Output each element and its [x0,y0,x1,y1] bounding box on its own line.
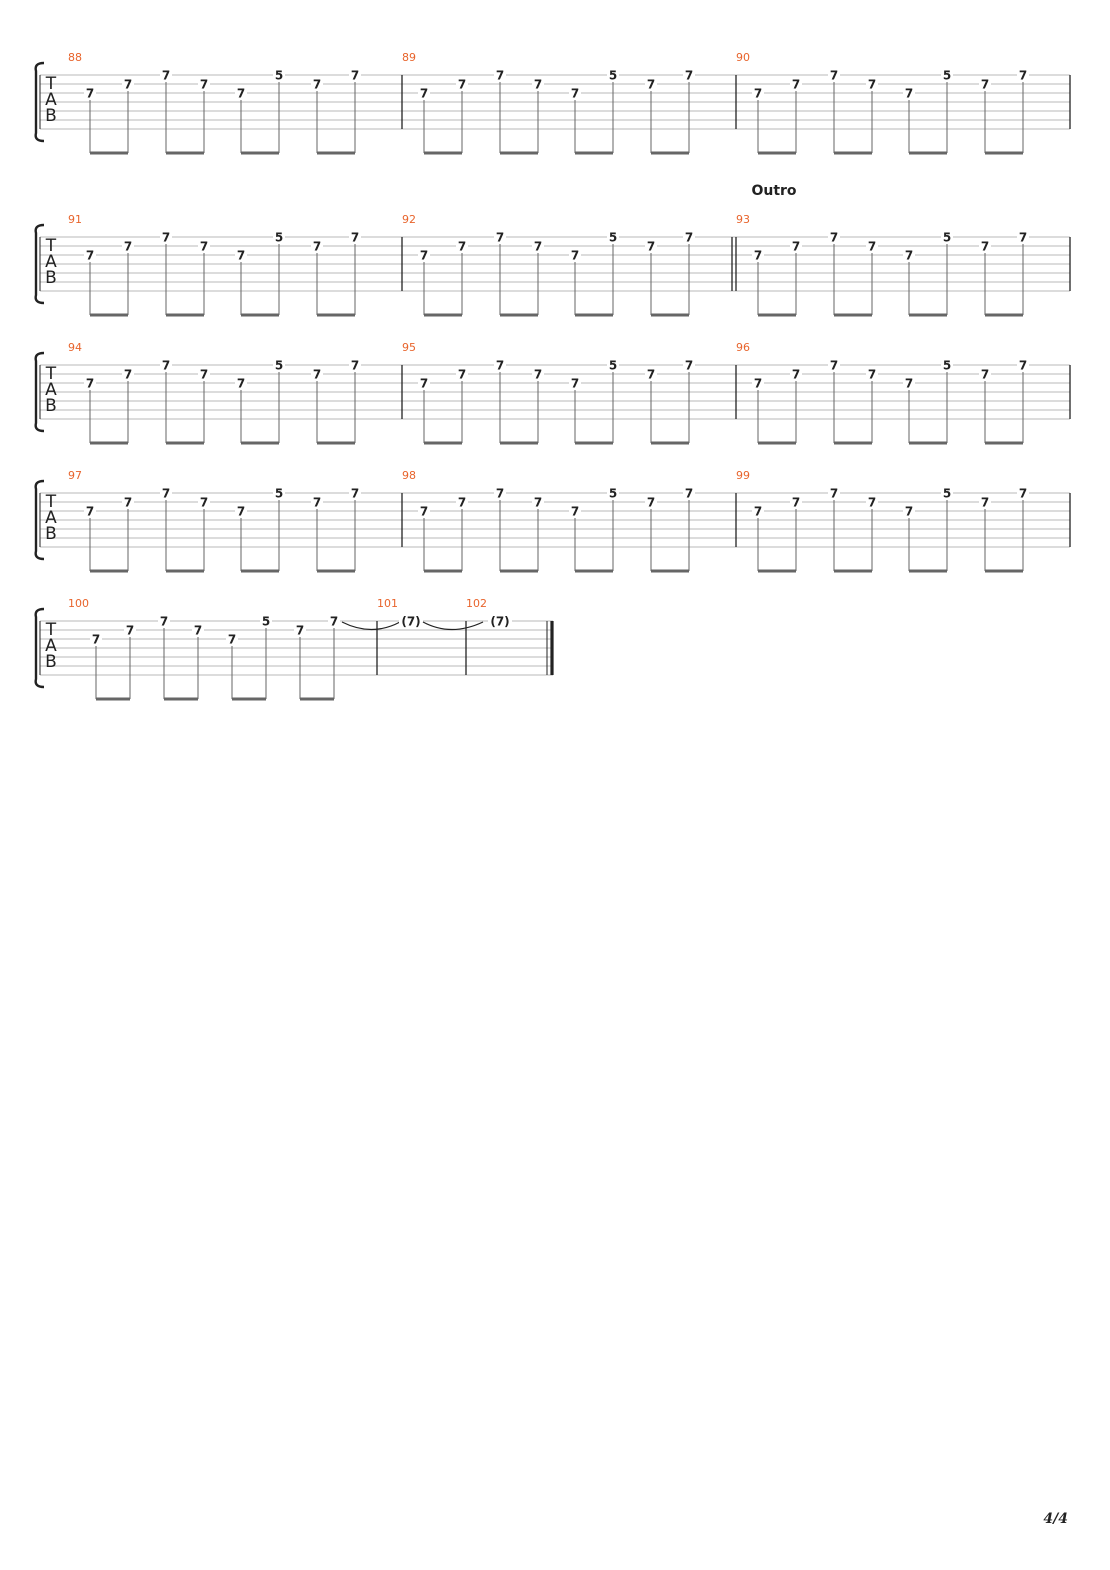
fret-number: 5 [942,486,952,501]
fret-number: 7 [904,504,914,519]
fret-number: 7 [236,376,246,391]
systems-layer [36,51,1070,699]
measure-number: 90 [736,51,750,64]
fret-number: 7 [1018,358,1028,373]
fret-number: 7 [980,367,990,382]
fret-number: 5 [608,358,618,373]
fret-number: 7 [161,68,171,83]
fret-number: 7 [161,358,171,373]
fret-number: 7 [829,486,839,501]
measure-number: 102 [466,597,487,610]
fret-number: 7 [904,248,914,263]
fret-number: 7 [533,495,543,510]
fret-number: 7 [495,68,505,83]
fret-number: 7 [457,239,467,254]
fret-number: 7 [646,239,656,254]
fret-number: 7 [533,77,543,92]
fret-number: 7 [312,495,322,510]
fret-number: 7 [646,77,656,92]
tied-note: (7) [401,614,421,629]
fret-number: 7 [829,230,839,245]
tab-clef-letter: T [45,236,57,256]
tab-system [36,183,1070,315]
fret-number: 7 [791,495,801,510]
fret-number: 7 [85,504,95,519]
fret-number: 7 [829,358,839,373]
fret-number: 7 [495,230,505,245]
fret-number: 7 [161,486,171,501]
fret-number: 7 [753,376,763,391]
measure-number: 93 [736,213,750,226]
fret-number: 7 [457,367,467,382]
fret-number: 7 [419,504,429,519]
fret-number: 7 [684,358,694,373]
tab-clef-letter: A [45,252,57,272]
fret-number: 7 [753,86,763,101]
fret-number: 7 [791,77,801,92]
measure-number: 92 [402,213,416,226]
fret-number: 7 [646,367,656,382]
measure-number: 88 [68,51,82,64]
fret-number: 7 [85,248,95,263]
fret-number: 7 [312,367,322,382]
fret-number: 7 [684,486,694,501]
tab-clef-letter: B [45,524,57,544]
fret-number: 7 [123,367,133,382]
fret-number: 7 [904,376,914,391]
fret-number: 7 [753,248,763,263]
fret-number: 7 [980,239,990,254]
fret-number: 7 [1018,486,1028,501]
fret-number: 7 [85,86,95,101]
fret-number: 7 [533,239,543,254]
measure-number: 99 [736,469,750,482]
fret-number: 7 [295,623,305,638]
fret-number: 7 [125,623,135,638]
fret-number: 7 [753,504,763,519]
fret-number: 7 [350,68,360,83]
fret-number: 7 [199,77,209,92]
fret-number: 7 [123,77,133,92]
fret-number: 7 [161,230,171,245]
page-number: 4/4 [1043,1511,1068,1527]
fret-number: 7 [684,230,694,245]
fret-number: 7 [236,248,246,263]
measure-number: 101 [377,597,398,610]
tab-system [36,51,1070,153]
fret-number: 7 [419,248,429,263]
measure-number: 100 [68,597,89,610]
fret-number: 7 [867,495,877,510]
fret-number: 7 [193,623,203,638]
measure-number: 96 [736,341,750,354]
fret-number: 7 [867,239,877,254]
measure-number: 98 [402,469,416,482]
tied-note: (7) [490,614,510,629]
fret-number: 5 [274,358,284,373]
fret-number: 7 [329,614,339,629]
fret-number: 7 [791,239,801,254]
fret-number: 7 [684,68,694,83]
fret-number: 7 [646,495,656,510]
fret-number: 7 [1018,68,1028,83]
measure-number: 94 [68,341,82,354]
fret-number: 7 [123,495,133,510]
fret-number: 7 [350,230,360,245]
fret-number: 7 [570,376,580,391]
tab-clef-letter: A [45,508,57,528]
fret-number: 7 [533,367,543,382]
measure-number: 97 [68,469,82,482]
fret-number: 5 [942,358,952,373]
tab-clef-letter: T [45,492,57,512]
tab-clef-letter: B [45,268,57,288]
fret-number: 7 [570,86,580,101]
fret-number: 7 [350,486,360,501]
fret-number: 5 [274,486,284,501]
measure-number: 95 [402,341,416,354]
fret-number: 5 [942,68,952,83]
fret-number: 7 [199,495,209,510]
fret-number: 7 [350,358,360,373]
fret-number: 7 [123,239,133,254]
fret-number: 5 [274,230,284,245]
section-label: Outro [751,183,797,199]
tab-clef-letter: T [45,74,57,94]
fret-number: 5 [608,486,618,501]
fret-number: 7 [312,239,322,254]
measure-number: 91 [68,213,82,226]
tab-system [36,597,553,699]
tab-system [36,469,1070,571]
tab-clef-letter: T [45,620,57,640]
fret-number: 7 [980,77,990,92]
fret-number: 7 [419,376,429,391]
fret-number: 7 [159,614,169,629]
tie-arc [342,622,400,630]
tab-clef-letter: A [45,636,57,656]
tab-clef-letter: A [45,90,57,110]
fret-number: 7 [1018,230,1028,245]
tab-clef-letter: B [45,652,57,672]
fret-number: 7 [91,632,101,647]
fret-number: 7 [236,86,246,101]
fret-number: 7 [85,376,95,391]
fret-number: 7 [457,77,467,92]
fret-number: 7 [829,68,839,83]
fret-number: 7 [312,77,322,92]
fret-number: 7 [236,504,246,519]
fret-number: 7 [570,504,580,519]
tab-clef-letter: A [45,380,57,400]
fret-number: 5 [274,68,284,83]
tab-system [36,341,1070,443]
fret-number: 5 [608,230,618,245]
fret-number: 7 [867,77,877,92]
fret-number: 7 [227,632,237,647]
fret-number: 5 [261,614,271,629]
fret-number: 7 [495,358,505,373]
fret-number: 7 [980,495,990,510]
fret-number: 5 [942,230,952,245]
tie-arc [423,622,483,630]
fret-number: 7 [904,86,914,101]
fret-number: 7 [199,367,209,382]
measure-number: 89 [402,51,416,64]
fret-number: 7 [495,486,505,501]
tab-clef-letter: B [45,106,57,126]
tab-clef-letter: T [45,364,57,384]
fret-number: 7 [791,367,801,382]
fret-number: 5 [608,68,618,83]
fret-number: 7 [419,86,429,101]
fret-number: 7 [457,495,467,510]
fret-number: 7 [867,367,877,382]
tab-clef-letter: B [45,396,57,416]
fret-number: 7 [570,248,580,263]
fret-number: 7 [199,239,209,254]
